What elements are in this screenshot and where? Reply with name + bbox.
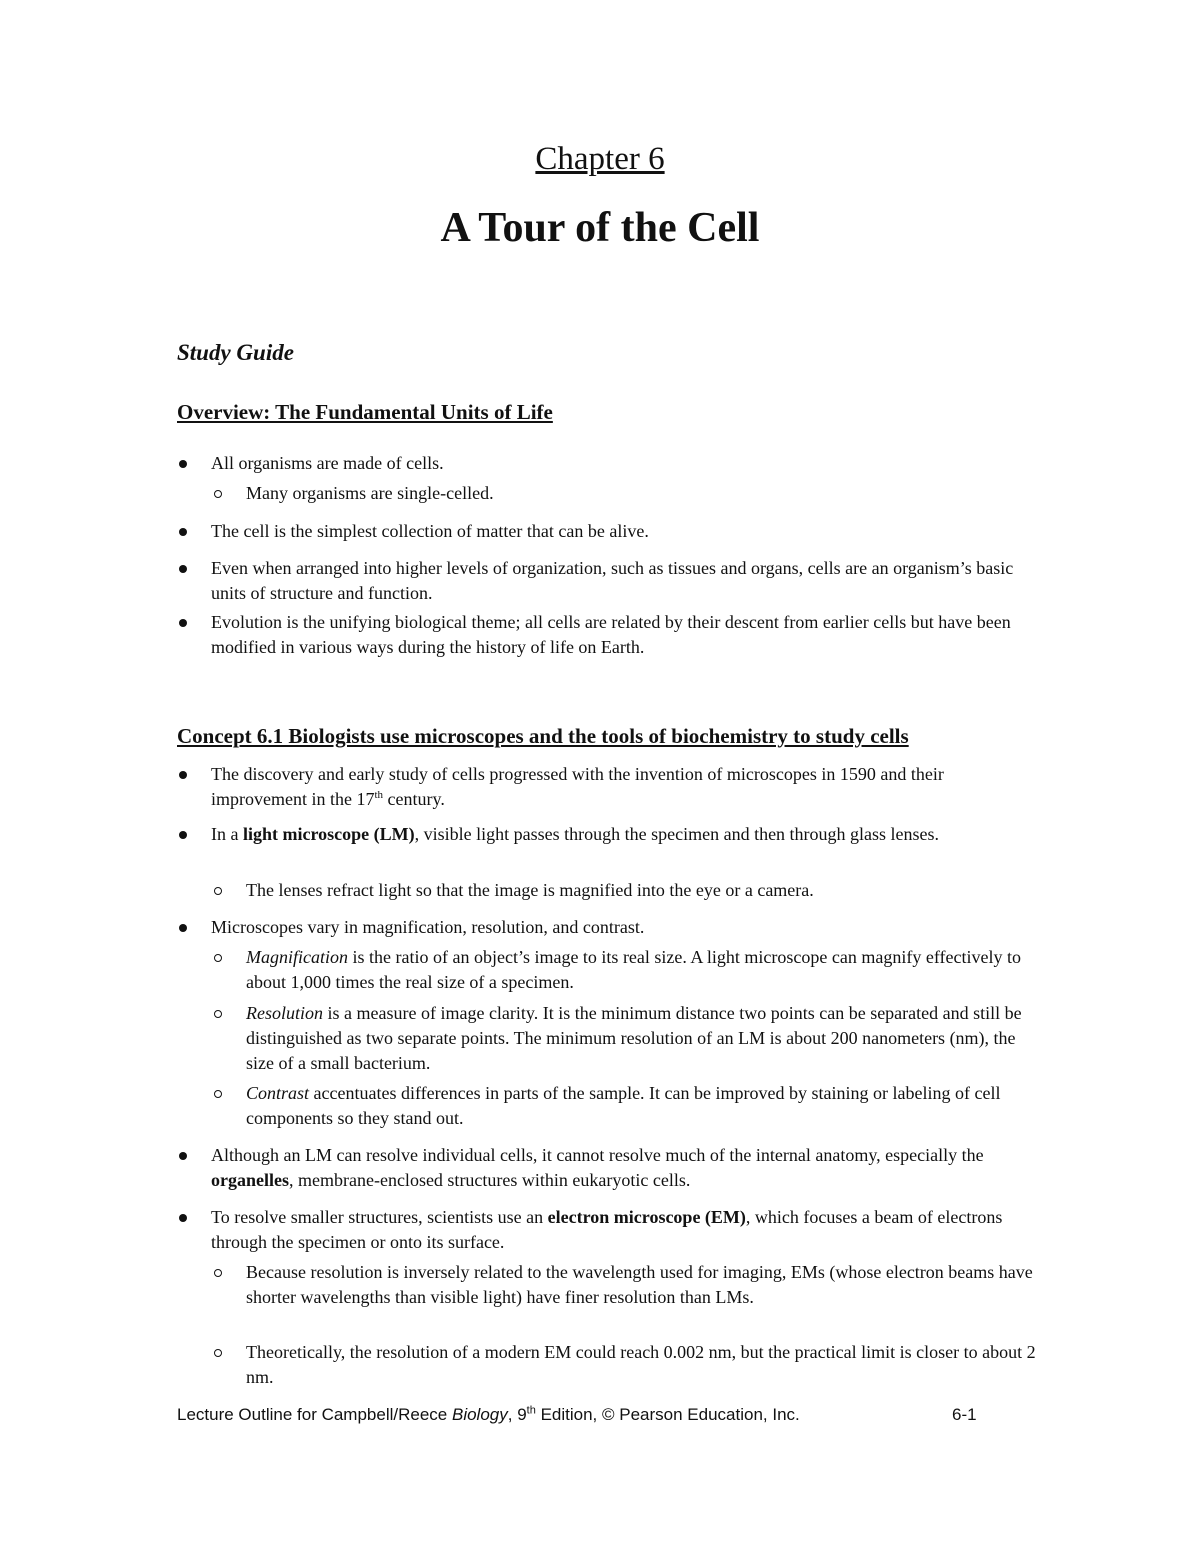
bullet-icon: [179, 460, 187, 468]
sub-bullet-icon: [214, 1349, 222, 1357]
list-item: Because resolution is inversely related to the wavelength used for imaging, EMs (whose electron beams have shorter wavelengths than visible light) have finer resolution than LMs.: [246, 1262, 1033, 1307]
list-item: The discovery and early study of cells progressed with the invention of microscopes in 1590 and their improvement in the 17th century.: [211, 764, 944, 809]
list-item: Although an LM can resolve individual cells, it cannot resolve much of the internal anatomy, especially the organelles, membrane-enclosed structures within eukaryotic cells.: [211, 1145, 984, 1190]
bullet-icon: [179, 528, 187, 536]
sub-bullet-icon: [214, 1090, 222, 1098]
concept-heading: Concept 6.1 Biologists use microscopes and the tools of biochemistry to study cells: [177, 724, 909, 748]
list-item: Even when arranged into higher levels of organization, such as tissues and organs, cells are an organism’s basic units of structure and function.: [211, 558, 1014, 603]
chapter-label: Chapter 6: [535, 141, 665, 177]
list-item: In a light microscope (LM), visible light passes through the specimen and then through glass lenses.: [211, 824, 940, 844]
study-guide-label: Study Guide: [177, 340, 294, 365]
list-item: Resolution is a measure of image clarity. It is the minimum distance two points can be separated and still be distinguished as two separate points. The minimum resolution of an LM is about 200 nanometers (nm), the size of a small bacterium.: [246, 1003, 1022, 1073]
bullet-icon: [179, 831, 187, 839]
list-item: Microscopes vary in magnification, resolution, and contrast.: [211, 917, 645, 937]
list-item: Magnification is the ratio of an object’s image to its real size. A light microscope can magnify effectively to about 1,000 times the real size of a specimen.: [246, 947, 1021, 992]
list-item: All organisms are made of cells.: [211, 453, 444, 473]
bullet-icon: [179, 565, 187, 573]
bullet-icon: [179, 619, 187, 627]
sub-bullet-icon: [214, 954, 222, 962]
sub-bullet-icon: [214, 490, 222, 498]
list-item: To resolve smaller structures, scientists use an electron microscope (EM), which focuses a beam of electrons through the specimen or onto its surface.: [211, 1207, 1003, 1252]
page-title: A Tour of the Cell: [440, 205, 760, 251]
bullet-icon: [179, 1214, 187, 1222]
list-item: The lenses refract light so that the image is magnified into the eye or a camera.: [246, 880, 814, 900]
bullet-icon: [179, 771, 187, 779]
bullet-icon: [179, 924, 187, 932]
sub-bullet-icon: [214, 887, 222, 895]
sub-bullet-icon: [214, 1269, 222, 1277]
page-footer: Lecture Outline for Campbell/Reece Biology, 9th Edition, © Pearson Education, Inc.: [177, 1404, 800, 1424]
list-item: Theoretically, the resolution of a modern EM could reach 0.002 nm, but the practical limit is closer to about 2 nm.: [246, 1342, 1036, 1387]
page-number: 6-1: [952, 1405, 977, 1424]
list-item: Evolution is the unifying biological theme; all cells are related by their descent from earlier cells but have been modified in various ways during the history of life on Earth.: [211, 612, 1011, 657]
list-item: The cell is the simplest collection of matter that can be alive.: [211, 521, 649, 541]
bullet-icon: [179, 1152, 187, 1160]
sub-bullet-icon: [214, 1010, 222, 1018]
list-item: Contrast accentuates differences in parts of the sample. It can be improved by staining or labeling of cell components so they stand out.: [246, 1083, 1001, 1128]
list-item: Many organisms are single-celled.: [246, 483, 494, 503]
overview-heading: Overview: The Fundamental Units of Life: [177, 400, 553, 424]
